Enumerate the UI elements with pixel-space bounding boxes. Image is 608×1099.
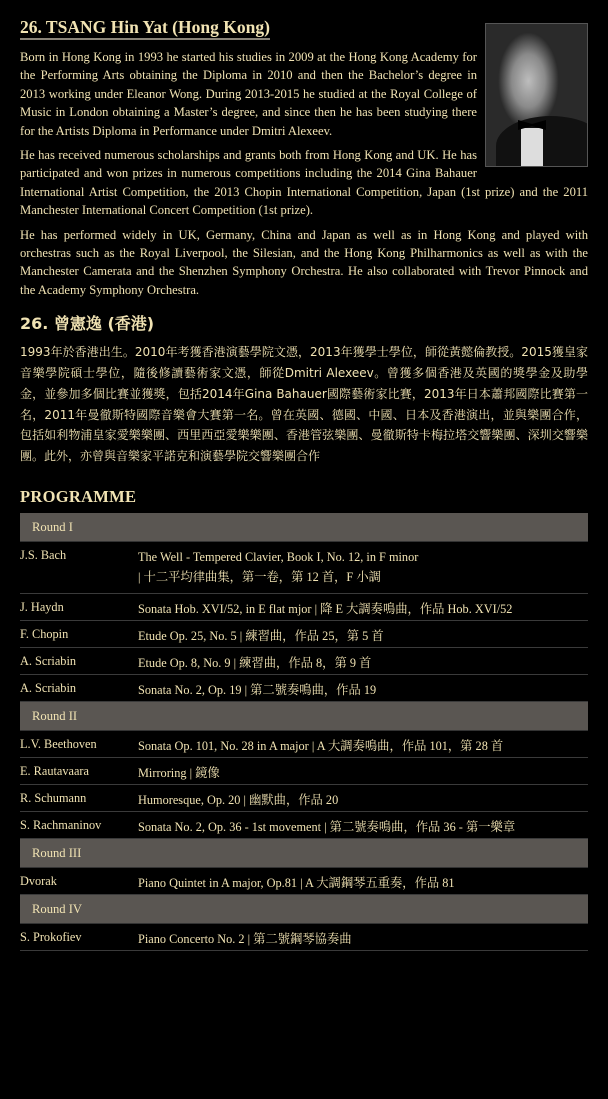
work-wrapper: [138, 790, 338, 810]
work-wrapper: [138, 736, 503, 756]
programme-heading: PROGRAMME: [20, 487, 137, 507]
round-header: Round III: [20, 839, 588, 868]
work-wrapper: [138, 547, 418, 593]
work-wrapper: [138, 626, 384, 646]
work-title: Humoresque, Op. 20 | 幽默曲，作品 20: [138, 793, 339, 808]
programme-row: [20, 785, 588, 812]
bio-paragraph: He has received numerous scholarships and grants both from Hong Kong and UK. He has participated and won prizes in numerous competitions including the 2014 Gina Bahauer International Artist Competition, the 2013 Chopin International Competition, Japan (1st prize) and the 2011 Manchester International Concert Competition (1st prize).: [20, 148, 588, 218]
bio-paragraph: Born in Hong Kong in 1993 he started his studies in 2009 at the Hong Kong Academy for the Performing Arts obtaining the Diploma in 2010 and then the Bachelor’s degree in 2013 working under Eleanor Wong. During 2013-2015 he studied at the Royal College of Music in London obtaining a Master’s degree, and since then he has been studying there for the Artists Diploma in Performance under Dmitri Alexeev.: [20, 50, 477, 138]
work-title: Piano Concerto No. 2 | 第二號鋼琴協奏曲: [138, 932, 352, 947]
composer: A. Scriabin: [20, 681, 77, 696]
work-title: Sonata Hob. XVI/52, in E flat mjor | 降 E 大調奏鳴曲，作品 Hob. XVI/52: [138, 602, 513, 617]
bio-paragraph: He has performed widely in UK, Germany, China and Japan as well as in Hong Kong and played with orchestras such as the Royal Liverpool, the Silesian, and the Hong Kong Philharmonics as well as with the Manchester Camerata and the Shenzhen Symphony Orchestra. He also collaborated with Trevor Pinnock and the Academy Symphony Orchestra.: [20, 227, 588, 297]
programme-row: [20, 812, 588, 839]
work-wrapper: [138, 680, 376, 700]
programme-row: [20, 758, 588, 785]
work-title: Etude Op. 25, No. 5 | 練習曲，作品 25，第 5 首: [138, 629, 384, 644]
composer: E. Rautavaara: [20, 764, 89, 779]
programme-row: [20, 868, 588, 895]
performer-photo: [485, 23, 588, 167]
composer: S. Rachmaninov: [20, 818, 102, 833]
page-title: 26. TSANG Hin Yat (Hong Kong): [20, 16, 270, 40]
composer: F. Chopin: [20, 627, 69, 642]
work-title: Sonata No. 2, Op. 36 - 1st movement | 第二號奏鳴曲，作品 36 - 第一樂章: [138, 820, 516, 835]
programme-table: [20, 513, 588, 951]
programme-row: [20, 542, 588, 594]
composer: Dvorak: [20, 874, 57, 889]
composer: J. Haydn: [20, 600, 64, 615]
work-title-chinese: | 十二平均律曲集，第一卷，第 12 首，F 小調: [138, 570, 381, 585]
work-title: Sonata No. 2, Op. 19 | 第二號奏鳴曲，作品 19: [138, 683, 377, 698]
round-header: Round IV: [20, 895, 588, 924]
work-title: Sonata Op. 101, No. 28 in A major | A 大調奏鳴曲，作品 101，第 28 首: [138, 739, 504, 754]
programme-row: [20, 675, 588, 702]
work-wrapper: [138, 653, 371, 673]
work-title: The Well - Tempered Clavier, Book I, No. 12, in F minor: [138, 550, 419, 565]
round-header: Round II: [20, 702, 588, 731]
round-header: Round I: [20, 513, 588, 542]
chinese-title: 26. 曾憲逸 (香港): [20, 314, 155, 334]
work-wrapper: [138, 817, 515, 837]
work-title: Piano Quintet in A major, Op.81 | A 大調鋼琴五重奏，作品 81: [138, 876, 455, 891]
work-wrapper: [138, 929, 352, 949]
programme-row: [20, 594, 588, 621]
programme-row: [20, 621, 588, 648]
programme-row: [20, 648, 588, 675]
composer: L.V. Beethoven: [20, 737, 97, 752]
composer: R. Schumann: [20, 791, 87, 806]
work-title: Mirroring | 鏡像: [138, 766, 220, 781]
composer: J.S. Bach: [20, 548, 67, 563]
work-title: Etude Op. 8, No. 9 | 練習曲，作品 8，第 9 首: [138, 656, 372, 671]
bio-page: [20, 16, 588, 951]
work-wrapper: [138, 873, 455, 893]
work-wrapper: [138, 599, 512, 619]
programme-row: [20, 731, 588, 758]
chinese-bio: 1993年於香港出生。2010年考獲香港演藝學院文憑，2013年獲學士學位，師從黃懿倫教授。2015獲皇家音樂學院碩士學位，隨後修讀藝術家文憑，師從Dmitri Alexeev。曾獲多個香港及英國的獎學金及助學金，並參加多個比賽並獲獎，包括2014年Gina Bahauer國際藝術家比賽，2013年日本蕭邦國際比賽第一名，2011年曼徹斯特國際音樂會大賽第一名。曾在英國、德國、中國、日本及香港演出，並與樂團合作，包括如利物浦皇家愛樂樂團、西里西亞愛樂樂團、香港管弦樂團、曼徹斯特卡梅拉塔交響樂團、深圳交響樂團。此外，亦曾與音樂家平諾克和演藝學院交響樂團合作: [20, 345, 588, 464]
composer: S. Prokofiev: [20, 930, 82, 945]
programme-row: [20, 924, 588, 951]
composer: A. Scriabin: [20, 654, 77, 669]
work-wrapper: [138, 763, 220, 783]
